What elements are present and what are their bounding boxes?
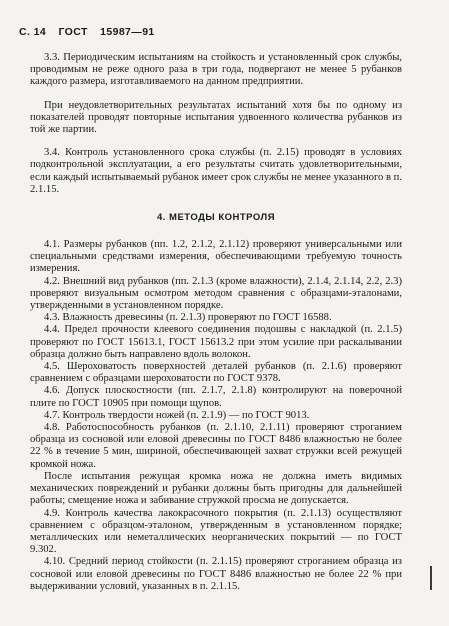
paragraph-4-6: 4.6. Допуск плоскостности (пп. 2.1.7, 2.1.8) контролируют на поверочной плите по ГОСТ 10905 при помощи щупов. xyxy=(30,385,402,409)
paragraph-3-4: 3.4. Контроль установленного срока службы (п. 2.15) проводят в условиях подконтрольной эксплуатации, а его результаты считать удовлетворительными, если каждый испытываемый рубанок имеет срок службы не менее указанного в п. 2.1.15. xyxy=(30,147,402,195)
margin-change-mark xyxy=(430,566,432,590)
paragraph-4-7: 4.7. Контроль твердости ножей (п. 2.1.9) — по ГОСТ 9013. xyxy=(44,409,310,421)
paragraph-4-3: 4.3. Влажность древесины (п. 2.1.3) проверяют по ГОСТ 16588. xyxy=(44,312,332,324)
paragraph-3-3: 3.3. Периодическим испытаниям на стойкость и установленный срок службы, проводимым не реже одного раза в три года, подвергают не менее 5 рубанков каждого размера, изготавливаемого на данном предприятии. xyxy=(30,52,402,88)
paragraph-4-1: 4.1. Размеры рубанков (пп. 1.2, 2.1.2, 2.1.12) проверяют универсальными или специальными средствами измерения, обеспечивающими требуемую точность измерения. xyxy=(30,239,402,275)
paragraph-4-10: 4.10. Средний период стойкости (п. 2.1.15) проверяют строганием образца из сосновой или еловой древесины по ГОСТ 8486 влажностью не более 22 % при выдерживании условий, указанных в п. 2.1.15. xyxy=(30,556,402,592)
paragraph-after-test: После испытания режущая кромка ножа не должна иметь видимых механических повреждений и рубанки должны быть пригодны для дальнейшей работы; смещение ножа и забивание стружкой просма не допускается. xyxy=(30,470,402,507)
page-header xyxy=(19,26,164,38)
page-number: С. 14 xyxy=(19,26,47,38)
paragraph-4-9: 4.9. Контроль качества лакокрасочного покрытия (п. 2.1.13) осуществляют сравнением с образцом-эталоном, утвержденным в установленном порядке; металлических или неметаллических неорганических покрытий — по ГОСТ 9.302. xyxy=(30,507,402,556)
paragraph-4-2: 4.2. Внешний вид рубанков (пп. 2.1.3 (кроме влажности), 2.1.4, 2.1.14, 2.2, 2.3) проверяют визуальным осмотром методом сравнения с образцами-эталонами, утвержденными в установленном порядке. xyxy=(30,275,402,312)
section-title: 4. МЕТОДЫ КОНТРОЛЯ xyxy=(156,212,276,224)
standard-number: 15987—91 xyxy=(100,26,155,38)
paragraph-retest: При неудовлетворительных результатах испытаний хотя бы по одному из показателей проводят повторные испытания удвоенного количества рубанков из той же партии. xyxy=(30,99,402,136)
paragraph-4-4: 4.4. Предел прочности клеевого соединения подошвы с накладкой (п. 2.1.5) проверяют по ГОСТ 15613.1, ГОСТ 15613.2 при этом усилие при раскалывании образца должно быть направлено вдоль волокон. xyxy=(30,324,402,360)
paragraph-4-8: 4.8. Работоспособность рубанков (п. 2.1.10, 2.1.11) проверяют строганием образца из сосновой или еловой древесины по ГОСТ 8486 влажностью не более 22 % в течение 5 мин, шириной, обеспечивающей захват стружки всей режущей кромкой ножа. xyxy=(30,422,402,470)
paragraph-4-5: 4.5. Шероховатость поверхностей деталей рубанков (п. 2.1.6) проверяют сравнением с образцами шероховатости по ГОСТ 9378. xyxy=(30,361,402,385)
standard-label: ГОСТ xyxy=(58,26,88,38)
body-text xyxy=(30,52,402,593)
